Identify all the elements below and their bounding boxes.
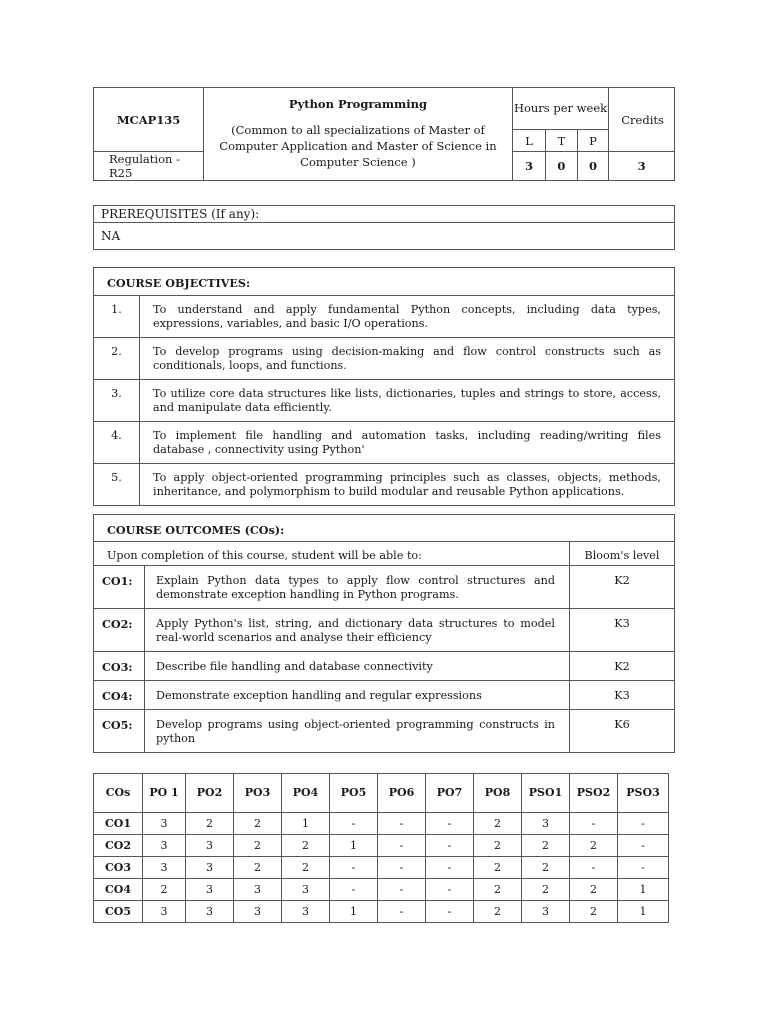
mapping-cell: 3 [143, 835, 186, 857]
practical-hours: 0 [577, 152, 609, 181]
mapping-cell: 2 [474, 835, 522, 857]
mapping-cell: 2 [570, 879, 618, 901]
mapping-cell: - [378, 813, 426, 835]
mapping-co-label: CO1 [94, 813, 143, 835]
objective-number: 5. [94, 464, 140, 506]
outcome-row [94, 652, 675, 681]
objectives-title: COURSE OBJECTIVES: [94, 268, 675, 296]
outcome-level: K2 [570, 652, 675, 681]
course-code: MCAP135 [94, 88, 204, 152]
credits-label: Credits [609, 88, 675, 152]
outcome-text: Apply Python's list, string, and dictionary data structures to model real-world scenarios and analyse their efficiency [145, 609, 570, 652]
mapping-cell: 2 [186, 813, 234, 835]
mapping-cell: 3 [522, 901, 570, 923]
objective-number: 3. [94, 380, 140, 422]
outcome-text: Develop programs using object-oriented programming constructs in python [145, 710, 570, 753]
outcomes-intro: Upon completion of this course, student will be able to: [94, 542, 570, 566]
mapping-cell: - [426, 879, 474, 901]
mapping-cell: - [378, 857, 426, 879]
mapping-cell: 3 [143, 813, 186, 835]
mapping-cell: - [426, 857, 474, 879]
mapping-header: PO5 [330, 774, 378, 813]
mapping-cell: 1 [618, 901, 669, 923]
outcomes-title: COURSE OUTCOMES (COs): [94, 515, 675, 542]
mapping-co-label: CO2 [94, 835, 143, 857]
mapping-header: PO8 [474, 774, 522, 813]
mapping-row [94, 901, 669, 923]
mapping-cell: 2 [474, 879, 522, 901]
course-objectives-table [93, 267, 675, 506]
mapping-header: PO7 [426, 774, 474, 813]
objective-text: To develop programs using decision-making and flow control constructs such as conditionals, loops, and functions. [140, 338, 675, 380]
mapping-cell: - [570, 813, 618, 835]
mapping-cell: - [378, 879, 426, 901]
credits-value: 3 [609, 152, 675, 181]
mapping-cell: 3 [186, 879, 234, 901]
co-po-mapping-table [93, 773, 669, 923]
mapping-cell: 2 [522, 835, 570, 857]
course-title: Python Programming [288, 97, 427, 111]
course-header-table [93, 87, 675, 181]
mapping-cell: 1 [282, 813, 330, 835]
mapping-cell: - [570, 857, 618, 879]
objective-row [94, 338, 675, 380]
objective-text: To implement file handling and automation tasks, including reading/writing files database , connectivity using Python' [140, 422, 675, 464]
outcome-text: Explain Python data types to apply flow control structures and demonstrate exception handling in Python programs. [145, 566, 570, 609]
mapping-cell: 2 [282, 835, 330, 857]
mapping-cell: 3 [186, 901, 234, 923]
outcome-id: CO5: [94, 710, 145, 753]
mapping-row [94, 813, 669, 835]
mapping-header: PO2 [186, 774, 234, 813]
mapping-cell: - [426, 813, 474, 835]
mapping-cell: 2 [474, 901, 522, 923]
lecture-label: L [512, 130, 545, 152]
outcome-row [94, 710, 675, 753]
objective-row [94, 380, 675, 422]
outcome-level: K6 [570, 710, 675, 753]
mapping-cell: 3 [143, 901, 186, 923]
course-subtitle: (Common to all specializations of Master of Computer Application and Master of Science in Computer Science ) [219, 123, 497, 169]
mapping-cell: 2 [234, 857, 282, 879]
mapping-header: COs [94, 774, 143, 813]
mapping-cell: 3 [282, 879, 330, 901]
objective-number: 2. [94, 338, 140, 380]
mapping-co-label: CO5 [94, 901, 143, 923]
mapping-cell: 2 [234, 835, 282, 857]
outcome-id: CO1: [94, 566, 145, 609]
course-outcomes-table [93, 514, 675, 753]
mapping-cell: - [426, 835, 474, 857]
mapping-row [94, 857, 669, 879]
mapping-cell: 3 [234, 901, 282, 923]
tutorial-hours: 0 [546, 152, 578, 181]
mapping-cell: 3 [143, 857, 186, 879]
mapping-cell: 2 [143, 879, 186, 901]
mapping-cell: 2 [474, 813, 522, 835]
mapping-header: PSO2 [570, 774, 618, 813]
mapping-header-row [94, 774, 669, 813]
outcome-row [94, 681, 675, 710]
mapping-cell: 2 [282, 857, 330, 879]
outcome-id: CO3: [94, 652, 145, 681]
outcome-row [94, 566, 675, 609]
hours-label: Hours per week [512, 88, 608, 130]
mapping-co-label: CO4 [94, 879, 143, 901]
outcome-level: K3 [570, 609, 675, 652]
objective-text: To utilize core data structures like lists, dictionaries, tuples and strings to store, access, and manipulate data efficiently. [140, 380, 675, 422]
mapping-cell: 2 [522, 857, 570, 879]
outcome-text: Describe file handling and database connectivity [145, 652, 570, 681]
objective-number: 4. [94, 422, 140, 464]
objective-row [94, 464, 675, 506]
mapping-cell: 1 [330, 835, 378, 857]
mapping-cell: 1 [618, 879, 669, 901]
mapping-cell: 1 [330, 901, 378, 923]
mapping-cell: 3 [186, 857, 234, 879]
mapping-row [94, 879, 669, 901]
blooms-level-header: Bloom's level [570, 542, 675, 566]
mapping-cell: - [378, 901, 426, 923]
outcome-level: K3 [570, 681, 675, 710]
mapping-co-label: CO3 [94, 857, 143, 879]
outcome-level: K2 [570, 566, 675, 609]
tutorial-label: T [546, 130, 578, 152]
mapping-cell: 2 [570, 835, 618, 857]
prerequisites-value: NA [94, 223, 675, 250]
mapping-cell: - [378, 835, 426, 857]
objective-text: To apply object-oriented programming principles such as classes, objects, methods, inheritance, and polymorphism to build modular and reusable Python applications. [140, 464, 675, 506]
course-title-cell [204, 88, 513, 181]
regulation: Regulation - R25 [94, 152, 204, 181]
practical-label: P [577, 130, 609, 152]
prerequisites-label: PREREQUISITES (If any): [94, 206, 675, 223]
mapping-header: PO3 [234, 774, 282, 813]
mapping-header: PSO3 [618, 774, 669, 813]
outcome-row [94, 609, 675, 652]
mapping-cell: 3 [186, 835, 234, 857]
objective-text: To understand and apply fundamental Python concepts, including data types, expressions, variables, and basic I/O operations. [140, 296, 675, 338]
mapping-header: PO6 [378, 774, 426, 813]
mapping-header: PSO1 [522, 774, 570, 813]
prerequisites-table [93, 205, 675, 250]
mapping-cell: 2 [522, 879, 570, 901]
lecture-hours: 3 [512, 152, 545, 181]
mapping-cell: 3 [282, 901, 330, 923]
mapping-cell: - [618, 835, 669, 857]
mapping-row [94, 835, 669, 857]
mapping-cell: - [330, 879, 378, 901]
mapping-cell: 3 [522, 813, 570, 835]
mapping-cell: - [618, 857, 669, 879]
mapping-cell: 2 [234, 813, 282, 835]
mapping-cell: - [330, 857, 378, 879]
mapping-cell: - [618, 813, 669, 835]
outcome-id: CO2: [94, 609, 145, 652]
objective-row [94, 296, 675, 338]
objective-row [94, 422, 675, 464]
outcome-id: CO4: [94, 681, 145, 710]
mapping-cell: 2 [474, 857, 522, 879]
mapping-cell: 2 [570, 901, 618, 923]
mapping-cell: 3 [234, 879, 282, 901]
mapping-cell: - [330, 813, 378, 835]
mapping-cell: - [426, 901, 474, 923]
mapping-header: PO 1 [143, 774, 186, 813]
objective-number: 1. [94, 296, 140, 338]
mapping-header: PO4 [282, 774, 330, 813]
outcome-text: Demonstrate exception handling and regular expressions [145, 681, 570, 710]
